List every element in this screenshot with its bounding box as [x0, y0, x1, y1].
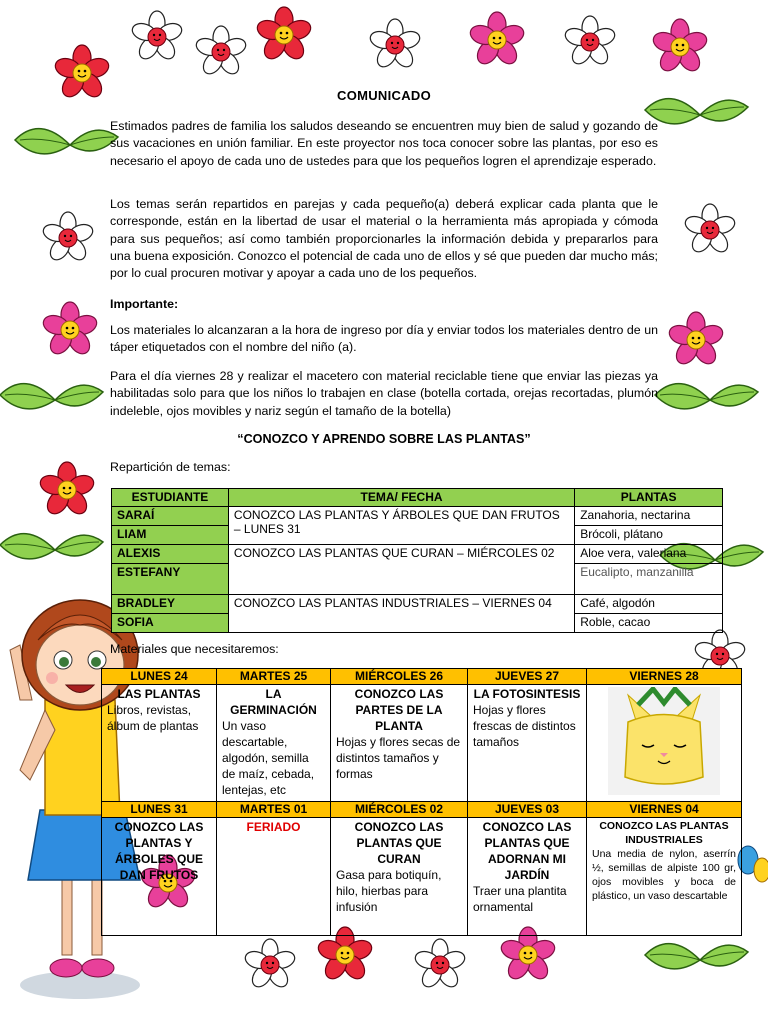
important-label: Importante:	[110, 297, 179, 311]
project-title: “CONOZCO Y APRENDO SOBRE LAS PLANTAS”	[237, 432, 531, 446]
day-header: JUEVES 03	[468, 802, 587, 818]
header-student: ESTUDIANTE	[112, 489, 229, 507]
week2-content-row	[102, 818, 742, 936]
theme-cell: CONOZCO LAS PLANTAS Y ÁRBOLES QUE DAN FRUTOS – LUNES 31	[228, 507, 574, 545]
plants-cell: Brócoli, plátano	[575, 526, 723, 545]
day-topic: CONOZCO LAS PARTES DE LA PLANTA	[354, 687, 444, 733]
student-name: ESTEFANY	[112, 564, 229, 595]
paragraph-greeting: Estimados padres de familia los saludos deseando se encuentren muy bien de salud y gozando de sus vacaciones en unión familiar. En este proyector nos toca conocer sobre las plantas, por eso es necesario el apoyo de cada uno de ustedes para que los pequeños logren el aprendizaje esperado.	[110, 119, 658, 168]
holiday-label: FERIADO	[246, 820, 301, 834]
plants-cell: Roble, cacao	[575, 614, 723, 633]
materials-cell	[468, 685, 587, 802]
day-materials: Traer una plantita ornamental	[473, 884, 567, 914]
student-name: LIAM	[112, 526, 229, 545]
materials-cell	[331, 818, 468, 936]
plants-cell: Zanahoria, nectarina	[575, 507, 723, 526]
student-name: BRADLEY	[112, 595, 229, 614]
table-header-row	[112, 489, 723, 507]
materials-cell	[102, 818, 217, 936]
table-row	[112, 595, 723, 614]
materials-cell	[331, 685, 468, 802]
day-header: LUNES 31	[102, 802, 217, 818]
day-topic: LA FOTOSINTESIS	[473, 687, 581, 701]
day-header: LUNES 24	[102, 669, 217, 685]
table-row	[112, 545, 723, 564]
student-name: SOFIA	[112, 614, 229, 633]
theme-cell: CONOZCO LAS PLANTAS QUE CURAN – MIÉRCOLES 02	[228, 545, 574, 595]
butterfly-illustration	[738, 846, 768, 882]
day-header: MIÉRCOLES 26	[331, 669, 468, 685]
materials-cell	[587, 685, 742, 802]
student-name: ALEXIS	[112, 545, 229, 564]
theme-cell: CONOZCO LAS PLANTAS INDUSTRIALES – VIERNES 04	[228, 595, 574, 633]
week2-days-row	[102, 802, 742, 818]
day-topic: CONOZCO LAS PLANTAS QUE CURAN	[354, 820, 444, 866]
day-header: MARTES 01	[217, 802, 331, 818]
plants-cell: Eucalipto, manzanilla	[575, 564, 723, 595]
header-theme: TEMA/ FECHA	[228, 489, 574, 507]
day-header: MIÉRCOLES 02	[331, 802, 468, 818]
day-topic: LAS PLANTAS	[117, 687, 201, 701]
week1-days-row	[102, 669, 742, 685]
day-materials: Un vaso descartable, algodón, semilla de maíz, cebada, lentejas, etc	[222, 719, 315, 797]
materials-label: Materiales que necesitaremos:	[110, 642, 279, 656]
plants-cell: Aloe vera, valeriana	[575, 545, 723, 564]
topics-table	[111, 488, 723, 633]
materials-cell	[587, 818, 742, 936]
day-topic: CONOZCO LAS PLANTAS Y ÁRBOLES QUE DAN FRUTOS	[114, 820, 204, 882]
day-materials: Hojas y flores secas de distintos tamaños y formas	[336, 735, 461, 781]
day-topic: LA GERMINACIÓN	[230, 687, 317, 717]
day-header: JUEVES 27	[468, 669, 587, 685]
paragraph-topics: Los temas serán repartidos en parejas y cada pequeño(a) deberá explicar cada planta que le corresponde, están en la libertad de usar el material o la herramienta más apropiada y cómoda para sus pequeños; así como también proporcionarles la información debida y prepararlos para una buena exposición. Conozco el potencial de cada uno de ellos y sé que pueden dar mucho más; por lo cual procuren motivar y apoyar a cada uno de los pequeños.	[110, 197, 658, 281]
day-topic: CONOZCO LAS PLANTAS QUE ADORNAN MI JARDÍN	[482, 820, 572, 882]
day-topic: CONOZCO LAS PLANTAS INDUSTRIALES	[599, 820, 729, 846]
day-materials: Una media de nylon, aserrín ½, semillas de alpiste 100 gr, ojos movibles y boca de plástico, un vaso descartable	[592, 848, 736, 902]
week1-content-row	[102, 685, 742, 802]
paragraph-materials: Los materiales lo alcanzaran a la hora de ingreso por día y enviar todos los materiales dentro de un táper etiquetados con el nombre del niño (a).	[110, 323, 658, 355]
materials-cell	[217, 685, 331, 802]
comunicado-title: COMUNICADO	[337, 88, 431, 103]
topics-label: Repartición de temas:	[110, 460, 231, 474]
day-header: VIERNES 04	[587, 802, 742, 818]
student-name: SARAÍ	[112, 507, 229, 526]
materials-cell	[468, 818, 587, 936]
header-plants: PLANTAS	[575, 489, 723, 507]
paragraph-friday: Para el día viernes 28 y realizar el macetero con material reciclable tiene que enviar las piezas ya habilitadas solo para que los niños lo trabajen en clase (botella cortada, orejas recortadas, plumón indeleble, ojos movibles y nariz según el tamaño de la botella)	[110, 369, 658, 418]
table-row	[112, 507, 723, 526]
materials-table	[101, 668, 742, 936]
day-header: MARTES 25	[217, 669, 331, 685]
day-header: VIERNES 28	[587, 669, 742, 685]
day-materials: Gasa para botiquín, hilo, hierbas para infusión	[336, 868, 442, 914]
materials-cell	[217, 818, 331, 936]
day-materials: Hojas y flores frescas de distintos tamaños	[473, 703, 576, 749]
day-materials: Libros, revistas, álbum de plantas	[107, 703, 199, 733]
materials-cell	[102, 685, 217, 802]
plants-cell: Café, algodón	[575, 595, 723, 614]
cat-planter-image	[608, 687, 720, 795]
